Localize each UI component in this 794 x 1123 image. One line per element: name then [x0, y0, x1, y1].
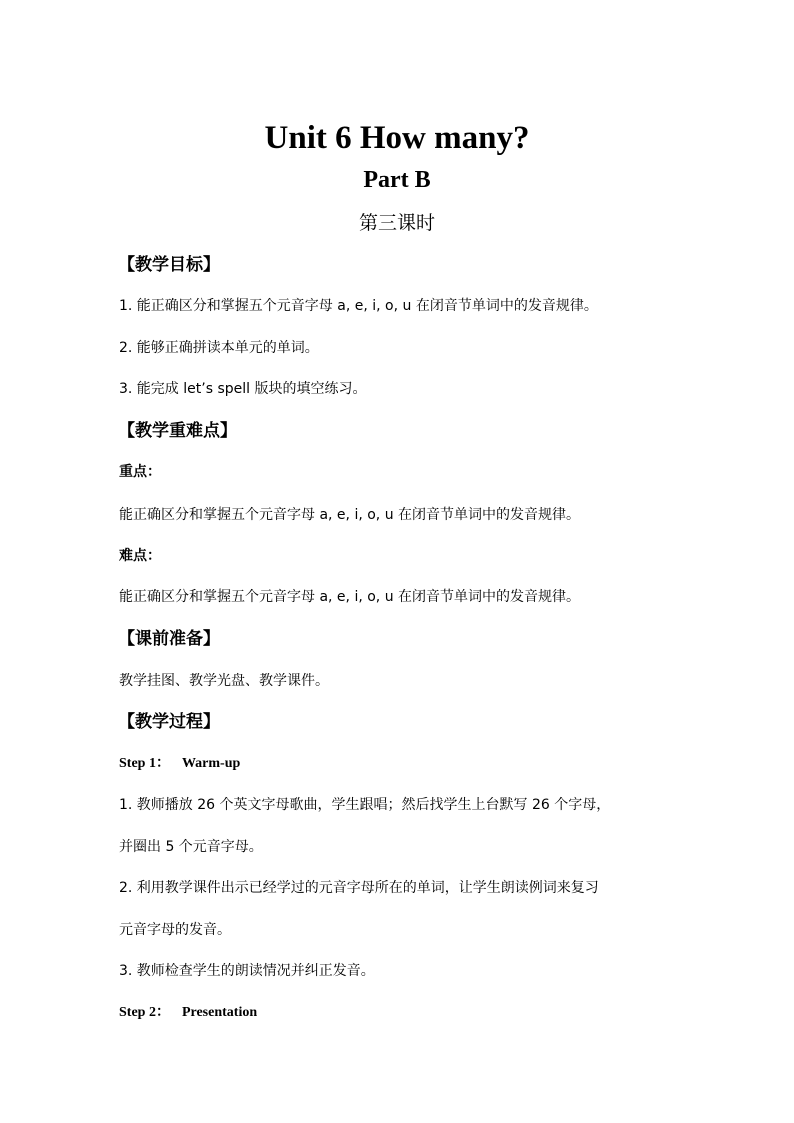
lesson-label: 第三课时 [358, 212, 435, 234]
step-2-name: Presentation [181, 1005, 258, 1020]
step-1-item: 元音字母的发音。 [119, 922, 231, 938]
step-1-title [119, 754, 240, 774]
step-1-item: 2. 利用教学课件出示已经学过的元音字母所在的单词，让学生朗读例词来复习 [119, 880, 599, 896]
document-title: Unit 6 How many? [264, 120, 530, 156]
process-heading: 【教学过程】 [118, 712, 220, 732]
objective-item: 3. 能完成 let’s spell 版块的填空练习。 [119, 381, 367, 397]
document-subtitle: Part B [363, 167, 431, 193]
step-2-label: Step 2： [119, 1005, 170, 1020]
key-point-label: 重点： [119, 464, 161, 480]
key-points-heading: 【教学重难点】 [118, 421, 237, 441]
step-1-item: 1. 教师播放 26 个英文字母歌曲，学生跟唱；然后找学生上台默写 26 个字母， [119, 797, 611, 813]
preparation-text: 教学挂图、教学光盘、教学课件。 [119, 673, 329, 689]
difficult-point-text: 能正确区分和掌握五个元音字母 a, e, i, o, u 在闭音节单词中的发音规律。 [119, 589, 581, 605]
difficult-point-label: 难点： [119, 548, 161, 564]
objective-item: 2. 能够正确拼读本单元的单词。 [119, 340, 319, 356]
step-1-label: Step 1： [119, 756, 170, 771]
step-1-name: Warm-up [181, 756, 241, 771]
objectives-heading: 【教学目标】 [118, 255, 220, 275]
objective-item: 1. 能正确区分和掌握五个元音字母 a, e, i, o, u 在闭音节单词中的发音规律。 [119, 298, 598, 314]
step-1-item: 3. 教师检查学生的朗读情况并纠正发音。 [119, 963, 375, 979]
key-point-text: 能正确区分和掌握五个元音字母 a, e, i, o, u 在闭音节单词中的发音规律。 [119, 507, 581, 523]
step-2-title [119, 1003, 257, 1023]
step-1-item: 并圈出 5 个元音字母。 [119, 839, 263, 855]
preparation-heading: 【课前准备】 [118, 629, 220, 649]
